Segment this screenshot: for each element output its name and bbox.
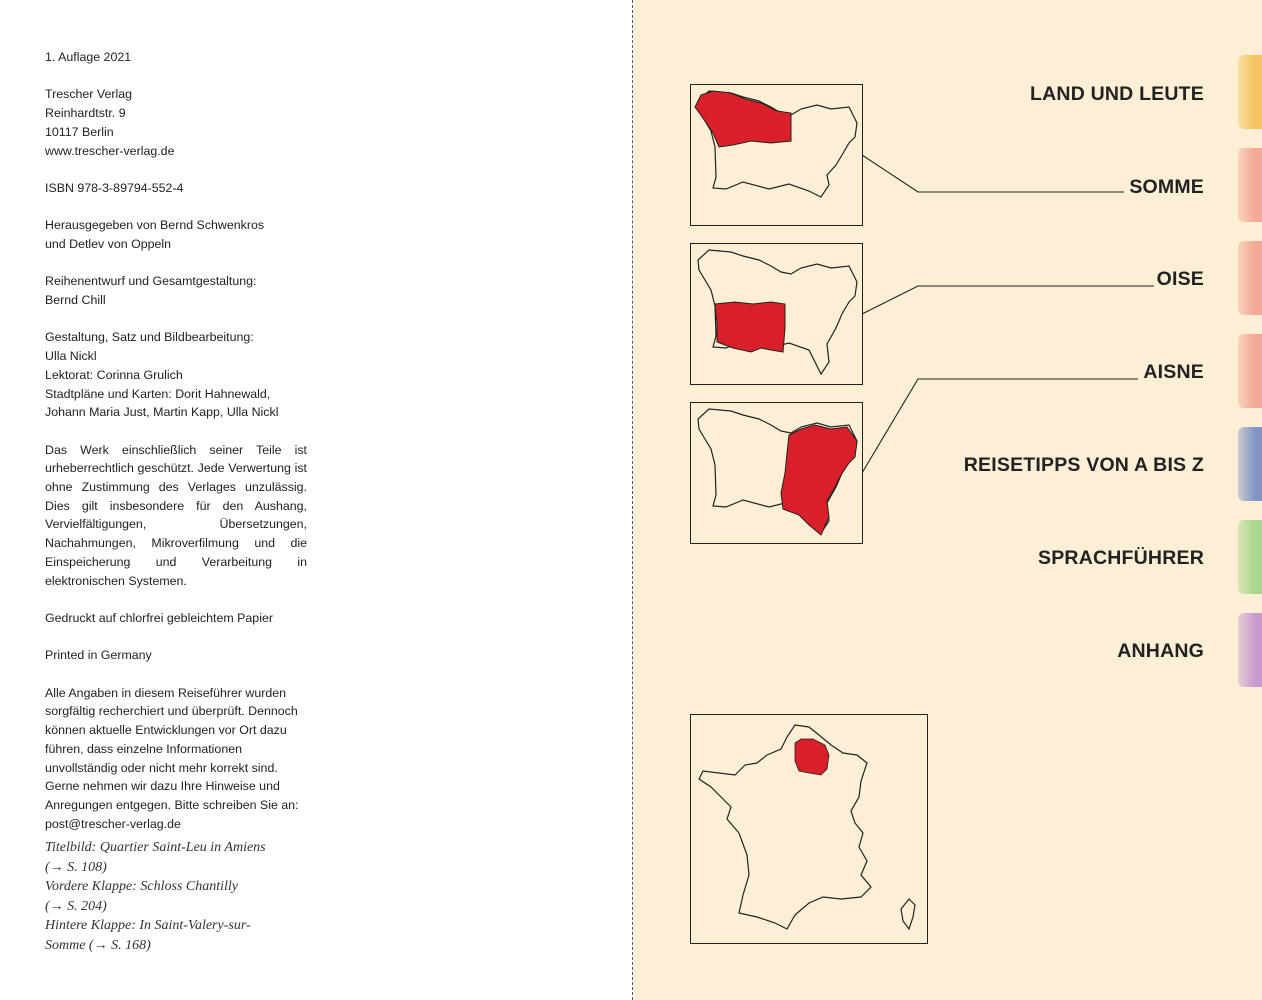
tab-land-und-leute[interactable] — [1238, 55, 1262, 129]
publisher-name: Trescher Verlag — [45, 87, 132, 102]
production-line: Johann Maria Just, Martin Kapp, Ulla Nickl — [45, 405, 279, 420]
tab-aisne[interactable] — [1238, 334, 1262, 408]
production-line: Ulla Nickl — [45, 349, 97, 364]
map-aisne — [690, 402, 863, 544]
chapter-anhang[interactable]: ANHANG — [1117, 640, 1204, 662]
design-credit-line: Reihenentwurf und Gesamtgestaltung: — [45, 274, 257, 289]
tab-oise[interactable] — [1238, 241, 1262, 315]
corsica-outline — [901, 899, 915, 929]
aisne-region — [781, 425, 857, 535]
production-line: Gestaltung, Satz und Bildbearbeitung: — [45, 330, 254, 345]
chapter-aisne[interactable]: AISNE — [1143, 361, 1204, 383]
disclaimer-text: Alle Angaben in diesem Reiseführer wurden sorgfältig recherchiert und überprüft. Dennoch können aktuelle Entwicklungen vor Ort dazu führen, dass einzelne Informationen unvollständig oder nicht mehr korrekt sind. Gerne nehmen wir dazu Ihre Hinweise und Anregungen entgegen. Bitte schreiben Sie an: post@trescher-verlag.de — [45, 685, 299, 831]
france-map — [691, 715, 927, 943]
tab-reisetipps[interactable] — [1238, 427, 1262, 501]
printed-notice: Printed in Germany — [45, 648, 152, 663]
picardie-map-oise — [691, 244, 862, 384]
publisher-street: Reinhardtstr. 9 — [45, 106, 126, 121]
publisher-city: 10117 Berlin — [45, 124, 114, 139]
credit-line: Titelbild: Quartier Saint-Leu in Amiens — [45, 840, 266, 855]
production-line: Stadtpläne und Karten: Dorit Hahnewald, — [45, 386, 271, 401]
design-credit-line: Bernd Chill — [45, 293, 106, 308]
map-oise — [690, 243, 863, 385]
credit-line: (→ S. 204) — [45, 898, 107, 914]
connector-somme — [862, 155, 1124, 192]
picardie-map-aisne — [691, 403, 862, 543]
somme-region — [695, 91, 791, 147]
chapter-land-und-leute[interactable]: LAND UND LEUTE — [1030, 83, 1204, 105]
copyright-notice: Das Werk einschließlich seiner Teile ist urheberrechtlich geschützt. Jede Verwertung ist ohne Zustimmung des Verlages unzulässig. Dies gilt insbesondere für den Aushang, Vervielfältigungen, Übersetzungen, Nachahmungen, Mikroverfilmung und die Einspeicherung und Verarbeitung in elektronischen Systemen. — [45, 442, 307, 588]
chapter-oise[interactable]: OISE — [1156, 268, 1204, 290]
credit-line: (→ S. 108) — [45, 859, 107, 875]
paper-notice: Gedruckt auf chlorfrei gebleichtem Papier — [45, 610, 273, 625]
production-line: Lektorat: Corinna Grulich — [45, 367, 183, 382]
tab-somme[interactable] — [1238, 148, 1262, 222]
map-france — [690, 714, 928, 944]
editors-line: und Detlev von Oppeln — [45, 236, 172, 251]
chapter-sprachfuehrer[interactable]: SPRACHFÜHRER — [1038, 547, 1204, 569]
isbn-text: ISBN 978-3-89794-552-4 — [45, 180, 184, 195]
tab-sprachfuehrer[interactable] — [1238, 520, 1262, 594]
tab-anhang[interactable] — [1238, 613, 1262, 687]
edition-text: 1. Auflage 2021 — [45, 50, 132, 64]
publisher-website: www.trescher-verlag.de — [45, 143, 175, 158]
chapter-reisetipps[interactable]: REISETIPPS VON A BIS Z — [963, 454, 1204, 476]
credit-line: Hintere Klappe: In Saint-Valery-sur- — [45, 918, 251, 934]
france-outline — [699, 725, 871, 929]
credit-line: Somme (→ S. 168) — [45, 937, 151, 953]
picardie-highlight — [795, 739, 829, 775]
map-somme — [690, 84, 863, 226]
credit-line: Vordere Klappe: Schloss Chantilly — [45, 879, 238, 895]
connector-oise — [862, 286, 1154, 314]
oise-region — [715, 302, 785, 352]
chapter-somme[interactable]: SOMME — [1129, 176, 1204, 198]
editors-line: Herausgegeben von Bernd Schwenkros — [45, 218, 265, 233]
picardie-map-somme — [691, 85, 862, 225]
